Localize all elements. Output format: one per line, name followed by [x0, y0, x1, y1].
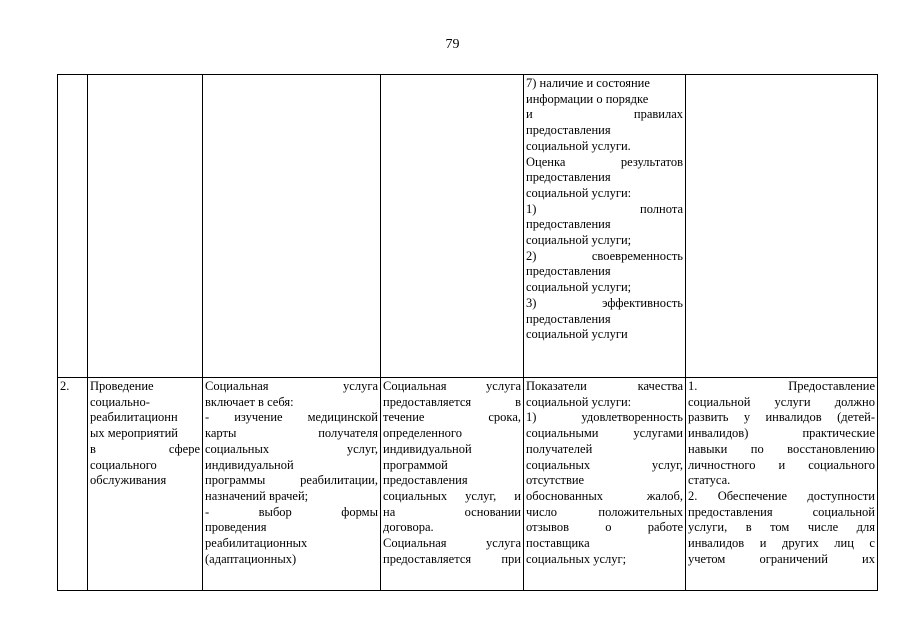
- table-row-continued: [58, 75, 878, 378]
- text-line: программой: [383, 457, 448, 472]
- text-line: 2) своевременность: [526, 248, 683, 263]
- services-table: [57, 74, 878, 591]
- text-line: Социальная услуга: [383, 379, 521, 393]
- text-line: предоставления: [383, 473, 468, 488]
- text-line: поставщика: [526, 536, 590, 551]
- text-line: на основании: [383, 504, 521, 519]
- text-line: получателей: [526, 441, 593, 456]
- text-line: предоставляется в: [383, 394, 521, 409]
- text-line: индивидуальной: [383, 441, 472, 456]
- text-line: информации о порядке: [526, 91, 649, 106]
- text-line: течение срока,: [383, 410, 521, 425]
- table-row-2: [58, 378, 878, 591]
- text-line: социальной услуги;: [526, 233, 632, 248]
- text-line: предоставления социальной: [688, 504, 875, 519]
- text-line: инвалидов) практические: [688, 426, 875, 441]
- text-line: Социальная услуга: [205, 379, 378, 393]
- cell-number: [58, 378, 88, 591]
- text-line: индивидуальной: [205, 457, 294, 472]
- text-line: определенного: [383, 426, 462, 441]
- text-line: в сфере: [90, 441, 200, 456]
- text-line: включает в себя:: [205, 394, 294, 409]
- text-line: предоставления: [526, 170, 611, 185]
- text-line: 1) удовлетворенность: [526, 410, 683, 425]
- text-line: реабилитационных: [205, 536, 308, 551]
- text-line: социальной услуги должно: [688, 394, 875, 409]
- text-line: социальных услуг,: [205, 441, 378, 456]
- text-line: и правилах: [526, 107, 683, 122]
- text-line: предоставления: [526, 123, 611, 138]
- text-line: Оценка результатов: [526, 154, 683, 169]
- text-line: ых мероприятий: [90, 426, 178, 441]
- text-line: социальной услуги:: [526, 185, 632, 200]
- cell-deadline: [381, 378, 524, 591]
- text-line: программы реабилитации,: [205, 473, 378, 488]
- text-line: - изучение медицинской: [205, 410, 378, 425]
- text-line: социальными услугами: [526, 426, 683, 441]
- text-line: социальных услуг;: [526, 551, 627, 566]
- text-line: статуса.: [688, 473, 731, 488]
- cell-service-name: [88, 378, 203, 591]
- text-line: назначений врачей;: [205, 488, 309, 503]
- cell-deadline: [381, 75, 524, 378]
- text-line: навыки по восстановлению: [688, 441, 875, 456]
- text-line: предоставления: [526, 264, 611, 279]
- cell-number: [58, 75, 88, 378]
- cell-service-name: [88, 75, 203, 378]
- text-line: реабилитационн: [90, 410, 178, 425]
- text-line: договора.: [383, 520, 434, 535]
- text-line: предоставления: [526, 217, 611, 232]
- text-line: социальной услуги: [526, 327, 628, 342]
- text-line: проведения: [205, 520, 267, 535]
- text-line: Проведение: [90, 379, 154, 393]
- text-line: услуги, в том числе для: [688, 520, 875, 535]
- text-line: социальной услуги.: [526, 138, 631, 153]
- text-line: обоснованных жалоб,: [526, 488, 683, 503]
- cell-description: [203, 75, 381, 378]
- text-line: отсутствие: [526, 473, 585, 488]
- text-line: Показатели качества: [526, 379, 683, 393]
- text-line: - выбор формы: [205, 504, 378, 519]
- text-line: инвалидов и других лиц с: [688, 536, 875, 551]
- text-line: развить у инвалидов (детей-: [688, 410, 875, 425]
- text-line: предоставляется при: [383, 551, 521, 566]
- text-line: социального: [90, 457, 157, 472]
- text-line: 1) полнота: [526, 201, 683, 216]
- page-number: 79: [445, 37, 460, 52]
- row-number: 2.: [60, 379, 70, 393]
- text-line: число положительных: [526, 504, 683, 519]
- text-line: Социальная услуга: [383, 536, 521, 551]
- cell-quality-indicators: [524, 378, 686, 591]
- text-line: социальных услуг,: [526, 457, 683, 472]
- cell-description: [203, 378, 381, 591]
- text-line: (адаптационных): [205, 551, 297, 566]
- cell-quality-indicators: [524, 75, 686, 378]
- text-line: предоставления: [526, 311, 611, 326]
- text-line: личностного и социального: [688, 457, 875, 472]
- text-line: 2. Обеспечение доступности: [688, 488, 875, 503]
- text-line: социальных услуг, и: [383, 488, 521, 503]
- text-line: учетом ограничений их: [688, 551, 875, 566]
- text-line: карты получателя: [205, 426, 378, 441]
- text-line: отзывов о работе: [526, 520, 683, 535]
- cell-conditions: [686, 75, 878, 378]
- text-line: 1. Предоставление: [688, 379, 875, 393]
- text-line: социальной услуги:: [526, 394, 632, 409]
- cell-conditions: [686, 378, 878, 591]
- text-line: 7) наличие и состояние: [526, 76, 650, 90]
- text-line: 3) эффективность: [526, 295, 683, 310]
- text-line: социально-: [90, 394, 150, 409]
- text-line: обслуживания: [90, 473, 167, 488]
- text-line: социальной услуги;: [526, 280, 632, 295]
